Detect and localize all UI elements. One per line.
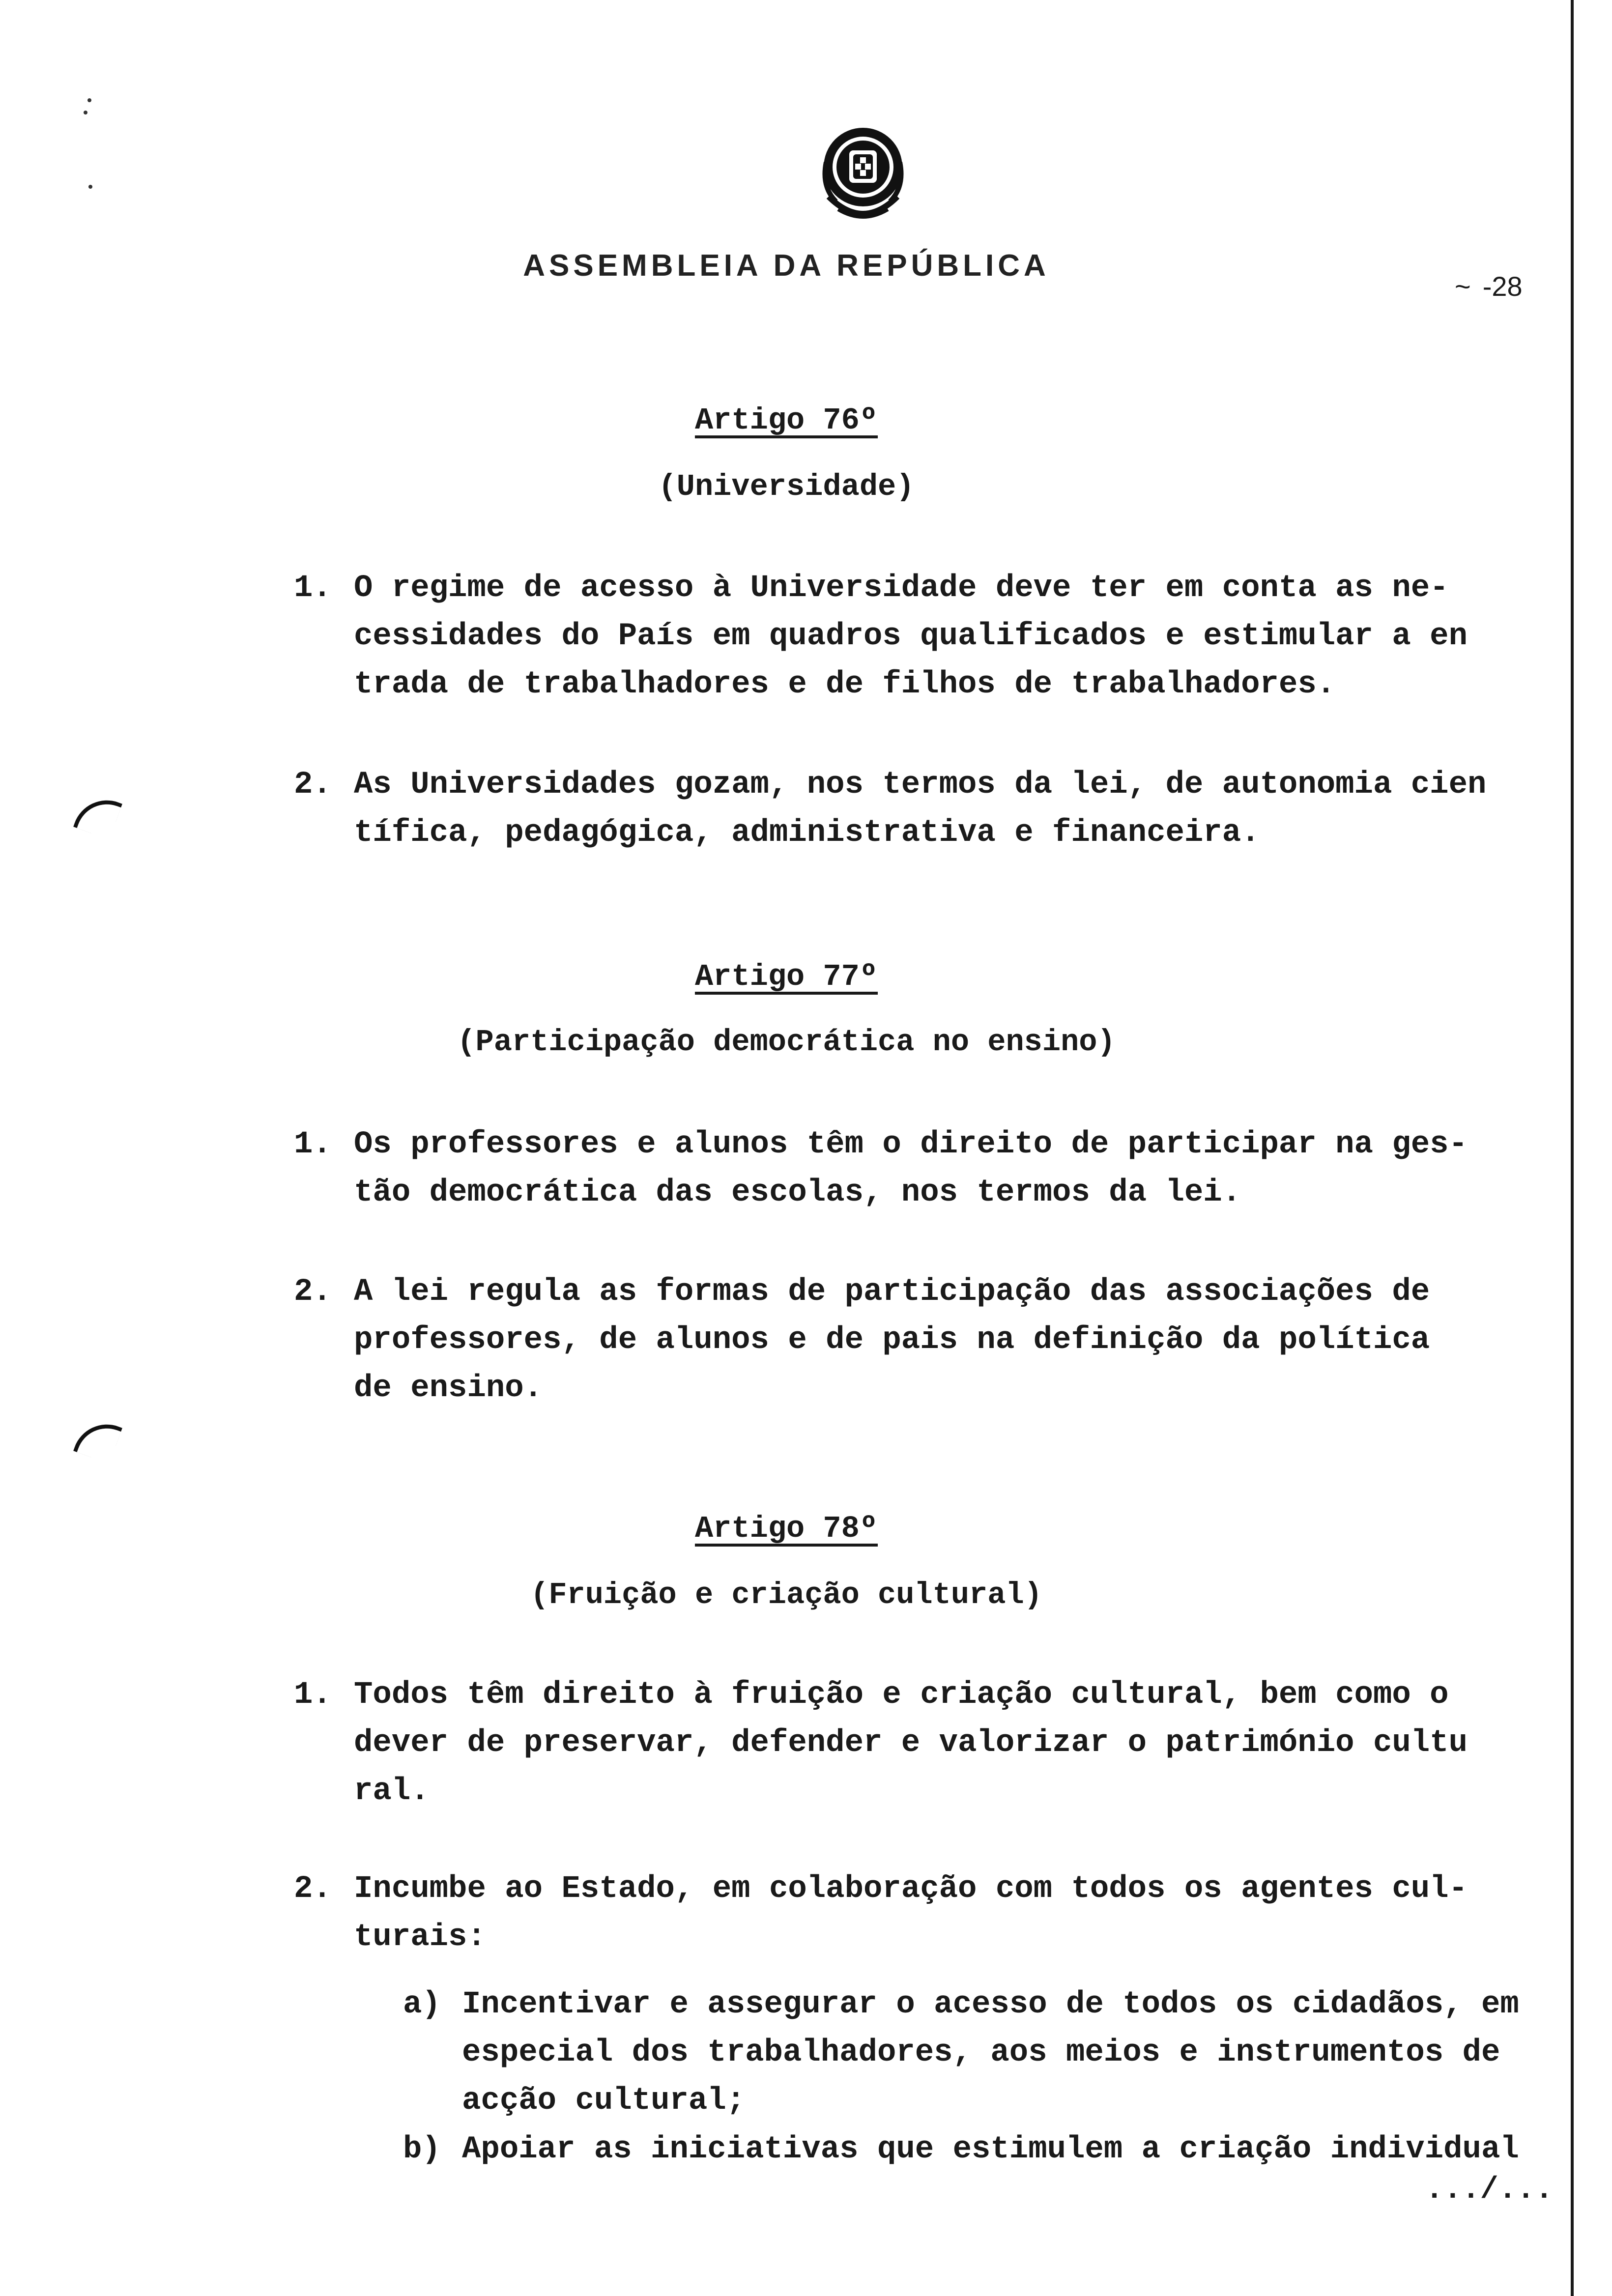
article-77-paragraph-2 (294, 1268, 1563, 1412)
paragraph-number: 2. (294, 1871, 332, 1907)
text-line: ral. (354, 1774, 430, 1809)
article-76-subtitle: (Universidade) (658, 469, 915, 504)
scan-speck (84, 111, 87, 115)
text-line: Os professores e alunos têm o direito de participar na ges- (354, 1127, 1468, 1162)
continuation-marker: .../... (1425, 2172, 1554, 2207)
text-line: Todos têm direito à fruição e criação cultural, bem como o (354, 1677, 1449, 1713)
scan-speck (88, 185, 92, 189)
article-76-paragraph-2 (294, 761, 1563, 857)
text-line: de ensino. (354, 1371, 543, 1406)
text-line: especial dos trabalhadores, aos meios e instrumentos de (462, 2035, 1500, 2070)
coat-of-arms-emblem (814, 118, 912, 231)
text-line: dever de preservar, defender e valorizar o património cultu (354, 1725, 1468, 1761)
paragraph-number: 1. (294, 1677, 332, 1713)
subitem-letter: a) (403, 1987, 441, 2022)
article-78-subtitle: (Fruição e criação cultural) (530, 1578, 1042, 1612)
page-number: ~ -28 (1455, 271, 1523, 302)
article-77-subtitle: (Participação democrática no ensino) (457, 1025, 1116, 1060)
subitem-letter: b) (403, 2132, 441, 2167)
article-78-paragraph-1 (294, 1671, 1563, 1815)
article-78-paragraph-2 (294, 1865, 1563, 1961)
article-77-paragraph-1 (294, 1120, 1563, 1217)
text-line: cessidades do País em quadros qualificados e estimular a en (354, 619, 1468, 654)
paragraph-number: 2. (294, 1274, 332, 1310)
text-line: Incumbe ao Estado, em colaboração com todos os agentes cul- (354, 1871, 1468, 1907)
article-77-title: Artigo 77º (694, 959, 878, 994)
scan-speck (87, 98, 91, 102)
paragraph-number: 1. (294, 1127, 332, 1162)
paragraph-number: 2. (294, 767, 332, 803)
text-line: turais: (354, 1920, 486, 1955)
text-line: tão democrática das escolas, nos termos da lei. (354, 1175, 1241, 1210)
article-78-subitem-b (403, 2125, 1568, 2174)
article-78-title: Artigo 78º (694, 1511, 878, 1546)
punch-hole-mark (73, 791, 122, 840)
article-76-paragraph-1 (294, 564, 1563, 709)
text-line: Incentivar e assegurar o acesso de todos os cidadãos, em (462, 1987, 1519, 2022)
institution-title: ASSEMBLEIA DA REPÚBLICA (523, 249, 1050, 283)
article-78-subitem-a (403, 1980, 1568, 2125)
right-margin-line (1571, 0, 1574, 2296)
article-76-title: Artigo 76º (694, 403, 878, 438)
text-line: professores, de alunos e de pais na definição da política (354, 1322, 1430, 1358)
text-line: acção cultural; (462, 2083, 746, 2119)
text-line: tífica, pedagógica, administrativa e financeira. (354, 815, 1260, 851)
punch-hole-mark (73, 1415, 122, 1464)
text-line: As Universidades gozam, nos termos da lei, de autonomia cien (354, 767, 1487, 803)
text-line: A lei regula as formas de participação das associações de (354, 1274, 1430, 1310)
paragraph-number: 1. (294, 571, 332, 606)
text-line: Apoiar as iniciativas que estimulem a criação individual (462, 2132, 1519, 2167)
text-line: trada de trabalhadores e de filhos de trabalhadores. (354, 667, 1336, 702)
text-line: O regime de acesso à Universidade deve ter em conta as ne- (354, 571, 1449, 606)
